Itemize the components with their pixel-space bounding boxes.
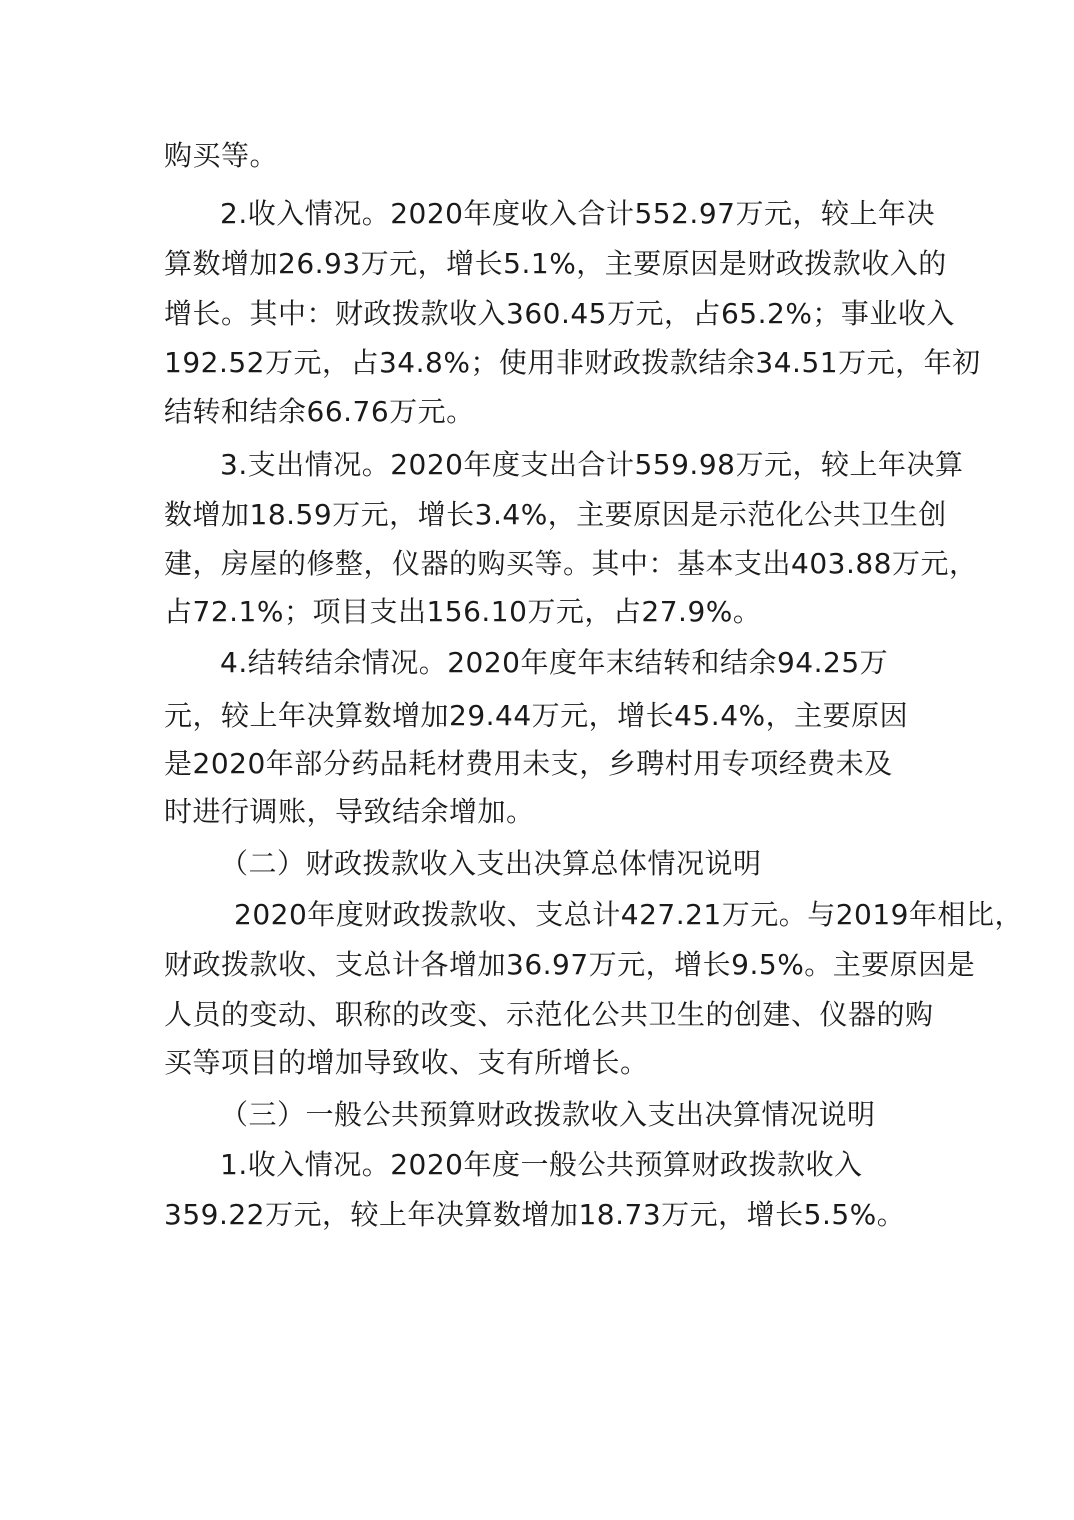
text-line: 数增加18.59万元，增长3.4%，主要原因是示范化公共卫生创 <box>164 498 947 531</box>
text-line: 建，房屋的修整，仪器的购买等。其中：基本支出403.88万元， <box>164 547 978 580</box>
text-line: 359.22万元，较上年决算数增加18.73万元，增长5.5%。 <box>164 1198 906 1231</box>
text-line: 买等项目的增加导致收、支有所增长。 <box>164 1046 649 1079</box>
text-line: 购买等。 <box>164 139 279 172</box>
text-line: 结转和结余66.76万元。 <box>164 395 475 428</box>
text-line: 192.52万元，占34.8%；使用非财政拨款结余34.51万元，年初 <box>164 346 981 379</box>
text-line: 元，较上年决算数增加29.44万元，增长45.4%，主要原因 <box>164 699 909 732</box>
text-line: 增长。其中：财政拨款收入360.45万元，占65.2%；事业收入 <box>164 297 955 330</box>
text-line: 3.支出情况。2020年度支出合计559.98万元，较上年决算 <box>220 448 964 481</box>
text-line: 2.收入情况。2020年度收入合计552.97万元，较上年决 <box>220 197 935 230</box>
section-heading: （三）一般公共预算财政拨款收入支出决算情况说明 <box>220 1098 876 1131</box>
text-line: 1.收入情况。2020年度一般公共预算财政拨款收入 <box>220 1148 863 1181</box>
text-line: 占72.1%；项目支出156.10万元，占27.9%。 <box>164 595 762 628</box>
text-line: 算数增加26.93万元，增长5.1%，主要原因是财政拨款收入的 <box>164 247 947 280</box>
text-line: 4.结转结余情况。2020年度年末结转和结余94.25万 <box>220 646 889 679</box>
text-line: 人员的变动、职称的改变、示范化公共卫生的创建、仪器的购 <box>164 998 934 1031</box>
text-line: 2020年度财政拨款收、支总计427.21万元。与2019年相比， <box>234 898 1023 931</box>
text-line: 是2020年部分药品耗材费用未支，乡聘村用专项经费未及 <box>164 747 893 780</box>
text-line: 财政拨款收、支总计各增加36.97万元，增长9.5%。主要原因是 <box>164 948 976 981</box>
section-heading: （二）财政拨款收入支出决算总体情况说明 <box>220 847 762 880</box>
text-line: 时进行调账，导致结余增加。 <box>164 795 535 828</box>
